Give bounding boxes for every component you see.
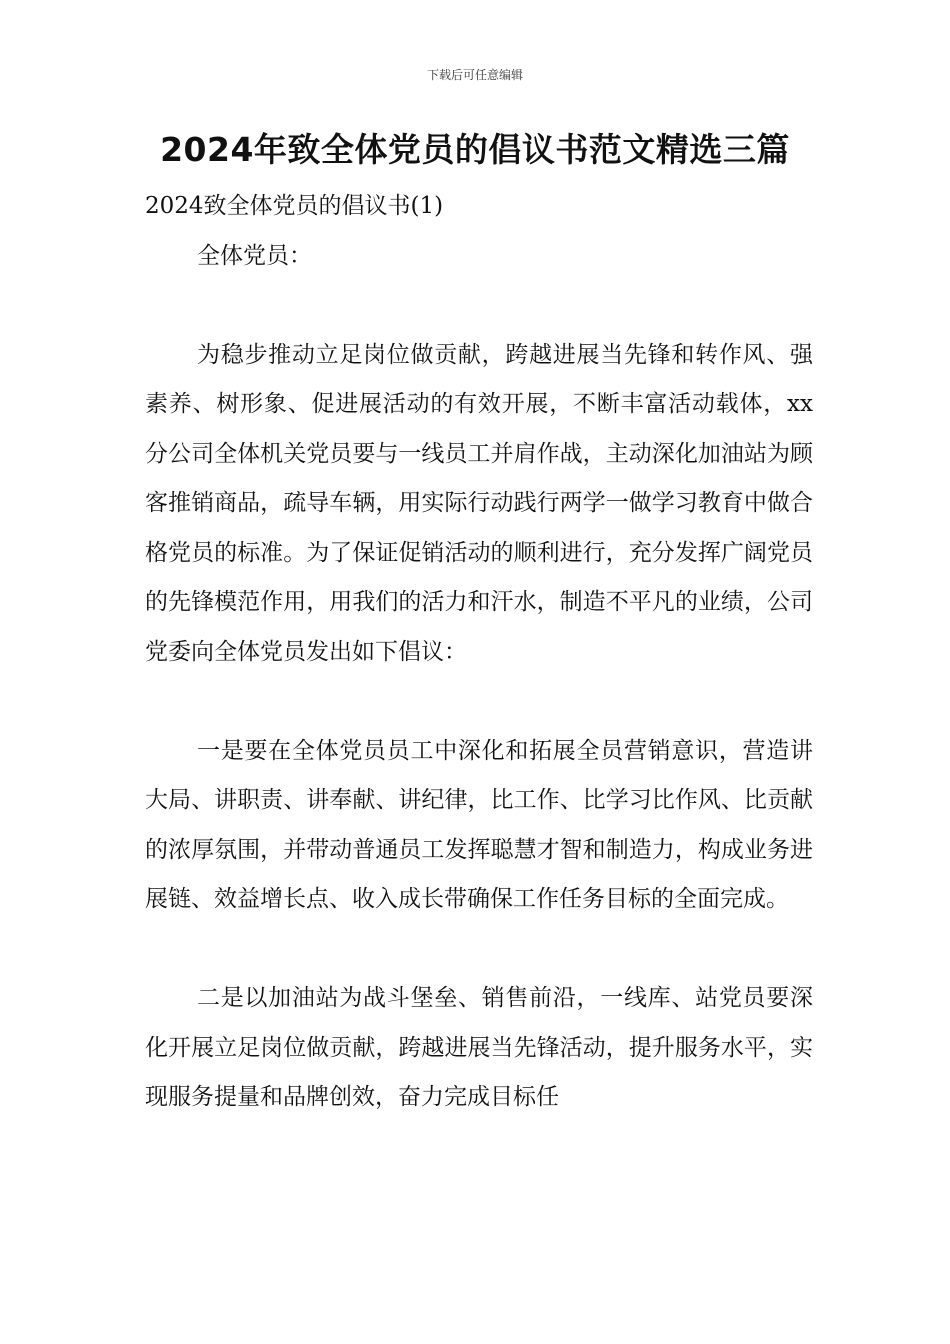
document-subtitle: 2024致全体党员的倡议书(1) bbox=[145, 193, 444, 219]
document-body bbox=[145, 182, 813, 1123]
paragraph-point-one: 一是要在全体党员员工中深化和拓展全员营销意识，营造讲大局、讲职责、讲奉献、讲纪律，比工作、比学习比作风、比贡献的浓厚氛围，并带动普通员工发挥聪慧才智和制造力，构成业务进展链、效益增长点、收入成长带确保工作任务目标的全面完成。 bbox=[145, 737, 813, 912]
paragraph-spacer bbox=[145, 925, 813, 975]
paragraph-point-two: 二是以加油站为战斗堡垒、销售前沿，一线库、站党员要深化开展立足岗位做贡献，跨越进展当先锋活动，提升服务水平，实现服务提量和品牌创效，奋力完成目标任 bbox=[145, 985, 813, 1110]
paragraph-spacer bbox=[145, 281, 813, 331]
header-note: 下载后可任意编辑 bbox=[426, 68, 523, 82]
document-title: 2024年致全体党员的倡议书范文精选三篇 bbox=[160, 130, 790, 169]
paragraph-spacer bbox=[145, 677, 813, 727]
salutation: 全体党员： bbox=[197, 242, 312, 269]
paragraph-intro: 为稳步推动立足岗位做贡献，跨越进展当先锋和转作风、强素养、树形象、促进展活动的有效开展，不断丰富活动载体，xx分公司全体机关党员要与一线员工并肩作战，主动深化加油站为顾客推销商品，疏导车辆，用实际行动践行两学一做学习教育中做合格党员的标准。为了保证促销活动的顺利进行，充分发挥广阔党员的先锋模范作用，用我们的活力和汗水，制造不平凡的业绩，公司党委向全体党员发出如下倡议： bbox=[145, 341, 813, 665]
